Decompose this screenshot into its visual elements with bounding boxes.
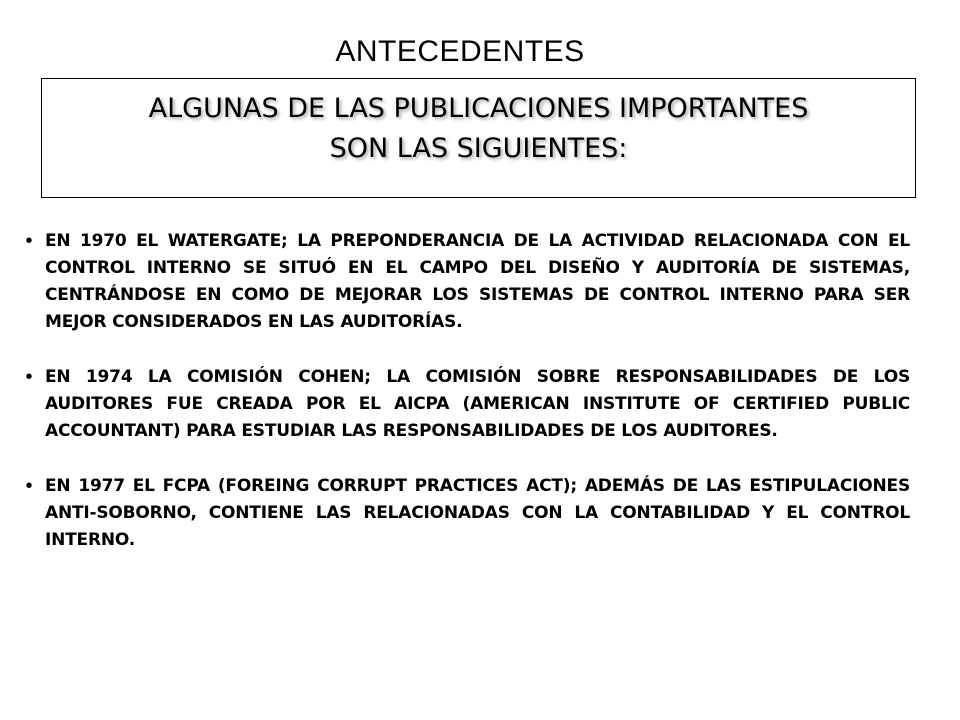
bullet-text: EN 1970 EL WATERGATE; LA PREPONDERANCIA DE LA ACTIVIDAD RELACIONADA CON EL CONTROL INTERNO SE SITUÓ EN EL CAMPO DEL DISEÑO Y AUDITORÍA DE SISTEMAS, CENTRÁNDOSE EN COMO DE MEJORAR LOS SISTEMAS DE CONTROL INTERNO PARA SER MEJOR CONSIDERADOS EN LAS AUDITORÍAS.: [45, 231, 910, 332]
bullet-text: EN 1977 EL FCPA (FOREING CORRUPT PRACTICES ACT); ADEMÁS DE LAS ESTIPULACIONES ANTI-SOBORNO, CONTIENE LAS RELACIONADAS CON LA CONTABILIDAD Y EL CONTROL INTERNO.: [45, 476, 910, 550]
bullet-item-1970: [20, 228, 910, 336]
bullet-item-1977: [20, 473, 910, 554]
bullet-list: [20, 228, 910, 582]
bullet-dot-icon: •: [25, 230, 33, 252]
title-box: [41, 78, 916, 198]
title-line-2: SON LAS SIGUIENTES:: [329, 133, 628, 164]
title-line-1: ALGUNAS DE LAS PUBLICACIONES IMPORTANTES: [148, 93, 809, 124]
slide-heading: ANTECEDENTES: [335, 35, 585, 68]
bullet-item-1974: [20, 364, 910, 445]
bullet-text: EN 1974 LA COMISIÓN COHEN; LA COMISIÓN SOBRE RESPONSABILIDADES DE LOS AUDITORES FUE CREADA POR EL AICPA (AMERICAN INSTITUTE OF CERTIFIED PUBLIC ACCOUNTANT) PARA ESTUDIAR LAS RESPONSABILIDADES DE LOS AUDITORES.: [45, 367, 910, 441]
bullet-dot-icon: •: [25, 475, 33, 497]
bullet-dot-icon: •: [25, 366, 33, 388]
